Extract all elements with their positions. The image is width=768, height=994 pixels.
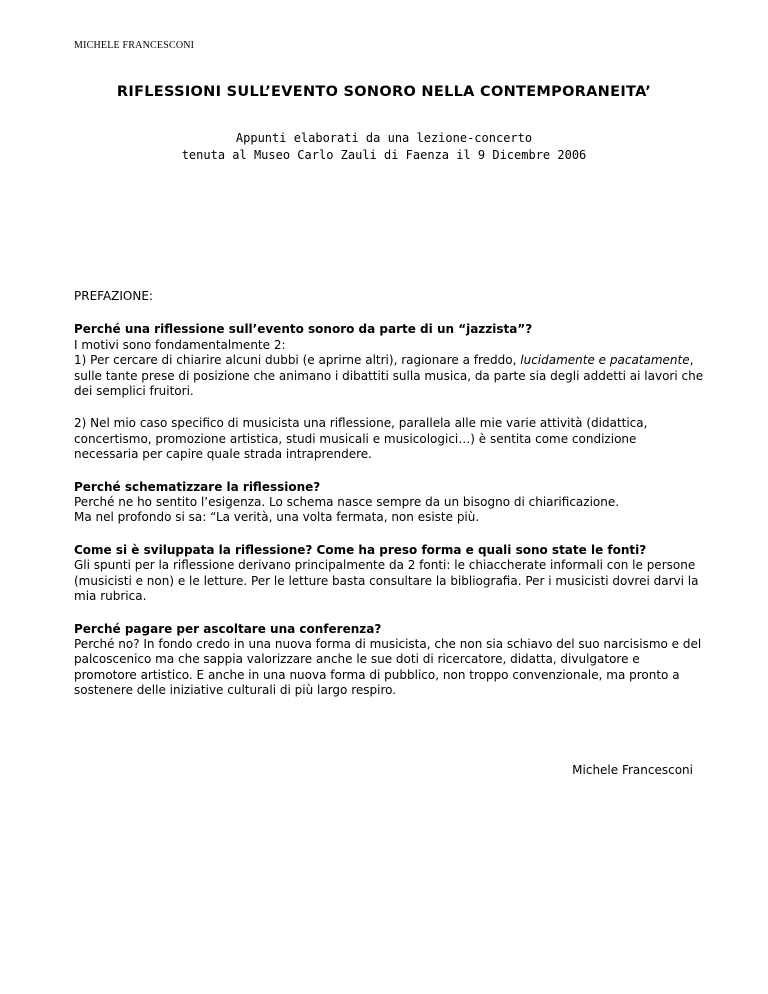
signature: Michele Francesconi [572,763,693,777]
section-2-line-1: Perché ne ho sentito l’esigenza. Lo schema nasce sempre da un bisogno di chiarificazione. [74,495,620,510]
section-1-question: Perché una riflessione sull’evento sonoro da parte di un “jazzista”? [74,322,533,337]
running-header: MICHELE FRANCESCONI [74,40,195,51]
section-3-question: Come si è sviluppata la riflessione? Come ha preso forma e quali sono state le fonti? [74,542,647,557]
preface-label: PREFAZIONE: [74,289,153,303]
section-1-point-1 [74,353,704,399]
section-4-text: Perché no? In fondo credo in una nuova forma di musicista, che non sia schiavo del suo narcisismo e del palcoscenico ma che sappia valorizzare anche le sue doti di ricercatore, didatta, divulgatore e promotore artistico. E anche in una nuova forma di pubblico, non troppo convenzionale, ma pronto a sostenere delle iniziative culturali di più largo respiro. [74,636,702,698]
document-title: RIFLESSIONI SULL’EVENTO SONORO NELLA CONTEMPORANEITA’ [116,84,652,100]
section-2-question: Perché schematizzare la riflessione? [74,479,321,494]
subtitle-line-1: Appunti elaborati da una lezione-concerto [235,131,533,145]
point-1-text-start: 1) Per cercare di chiarire alcuni dubbi (e aprirne altri), ragionare a freddo, [74,353,521,368]
section-1-point-2: 2) Nel mio caso specifico di musicista una riflessione, parallela alle mie varie attività (didattica, concertismo, promozione artistica, studi musicali e musicologici…) è sentita come condizione necessaria per capire quale strada intraprendere. [74,416,648,462]
section-3-text: Gli spunti per la riflessione derivano principalmente da 2 fonti: le chiaccherate informali con le persone (musicisti e non) e le letture. Per le letture basta consultare la bibliografia. Per i musicisti dovrei darvi la mia rubrica. [74,558,699,604]
section-2-line-2: Ma nel profondo si sa: “La verità, una volta fermata, non esiste più. [74,510,480,525]
point-1-text-end: , sulle tante prese di posizione che animano i dibattiti sulla musica, da parte sia degli addetti ai lavori che dei semplici fruitori. [74,353,704,399]
subtitle [0,130,768,164]
section-4-question: Perché pagare per ascoltare una conferenza? [74,621,382,636]
section-1-intro: I motivi sono fondamentalmente 2: [74,337,286,352]
point-1-emphasis: lucidamente e pacatamente [520,353,690,368]
subtitle-line-2: tenuta al Museo Carlo Zauli di Faenza il 9 Dicembre 2006 [181,148,587,162]
document-body [74,289,704,699]
